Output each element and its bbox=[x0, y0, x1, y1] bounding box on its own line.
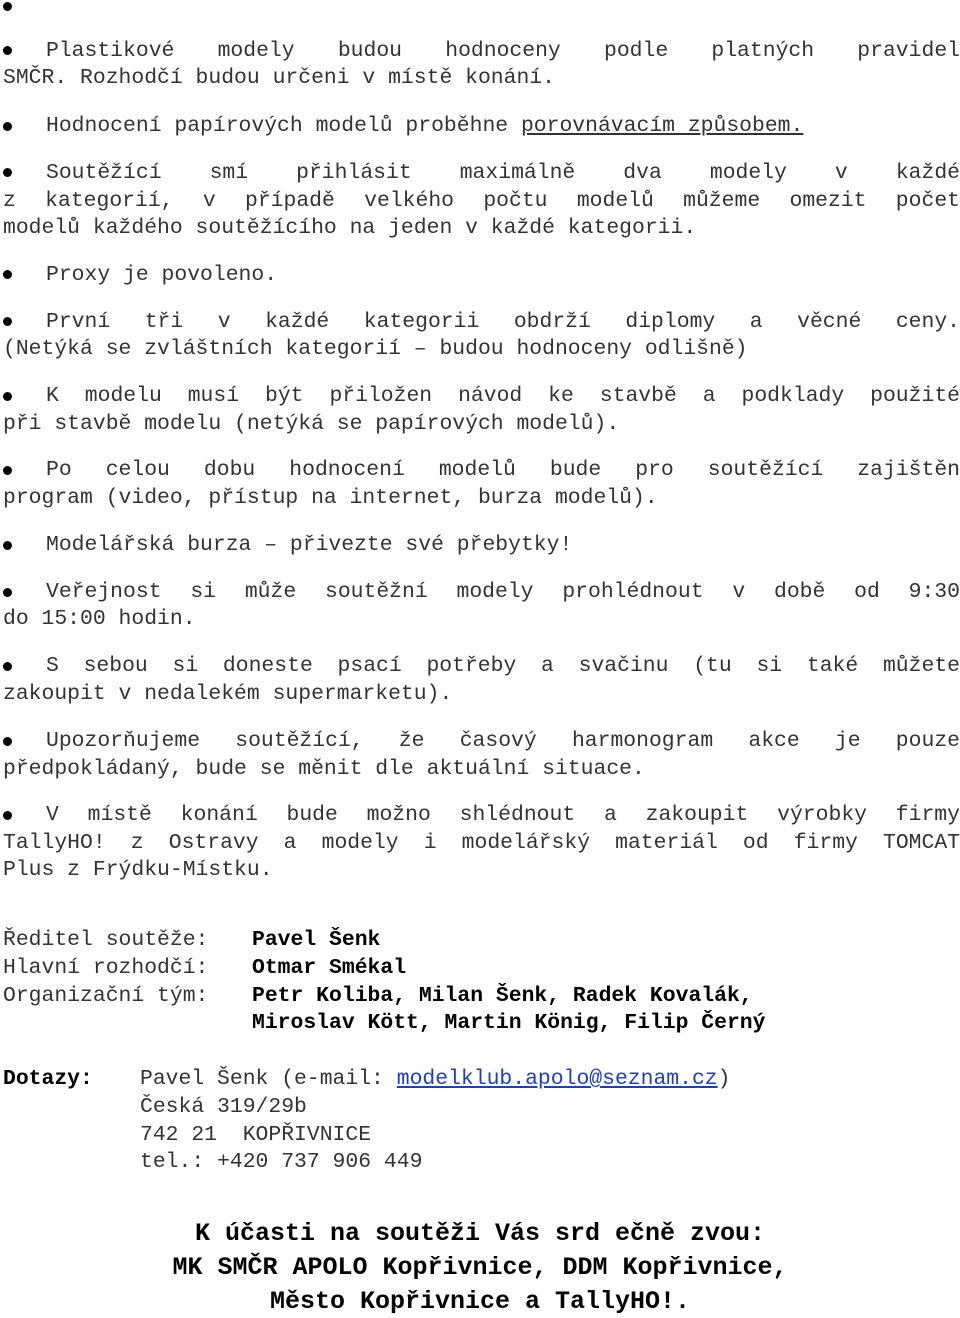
rule-line: modelů každého soutěžícího na jeden v každé kategorii. bbox=[3, 216, 697, 240]
organizers-line-cont: Město Kopřivnice a TallyHO!. bbox=[269, 1287, 691, 1316]
email-link[interactable]: modelklub.apolo@seznam.cz bbox=[396, 1067, 718, 1091]
rule-item-cont bbox=[3, 485, 960, 513]
rule-line: předpokládaný, bude se měnit dle aktuální situace. bbox=[3, 757, 645, 781]
rule-line-underlined: porovnávacím způsobem. bbox=[520, 114, 804, 138]
rule-line: První tři v každé kategorii obdrží diplomy a věcné ceny. bbox=[46, 310, 960, 334]
rule-item-cont bbox=[3, 215, 960, 243]
rule-line: K modelu musí být přiložen návod ke stavbě a podklady použité bbox=[46, 384, 960, 408]
rule-line: SMČR. Rozhodčí budou určeni v místě konání. bbox=[3, 66, 555, 90]
rule-line: Proxy je povoleno. bbox=[46, 263, 278, 287]
rule-line: Plastikové modely budou hodnoceny podle platných pravidel bbox=[46, 39, 960, 63]
rule-line: TallyHO! z Ostravy a modely i modelářský materiál od firmy TOMCAT bbox=[3, 831, 960, 855]
director-label: Ředitel soutěže: bbox=[3, 928, 209, 952]
rule-item bbox=[3, 38, 960, 66]
contact-city: 742 21 KOPŘIVNICE bbox=[140, 1123, 372, 1147]
rule-line: Soutěžící smí přihlásit maximálně dva modely v každé bbox=[46, 161, 960, 185]
rule-item-cont bbox=[3, 336, 960, 364]
invitation-line: K účasti na soutěži Vás srd ečně zvou: bbox=[194, 1219, 766, 1248]
rule-line: z kategorií, v případě velkého počtu modelů můžeme omezit počet bbox=[3, 189, 960, 213]
rule-item-cont bbox=[3, 606, 960, 634]
director-name: Pavel Šenk bbox=[252, 928, 381, 952]
rule-item bbox=[3, 457, 960, 485]
rule-line: při stavbě modelu (netýká se papírových modelů). bbox=[3, 412, 620, 436]
rule-item-cont bbox=[3, 756, 960, 784]
rule-line: Hodnocení papírových modelů proběhne bbox=[46, 114, 521, 138]
rule-item bbox=[3, 309, 960, 337]
rule-item-cont bbox=[3, 65, 960, 93]
contact-phone: tel.: +420 737 906 449 bbox=[140, 1150, 423, 1174]
rule-item bbox=[3, 262, 960, 290]
judge-name: Otmar Smékal bbox=[252, 956, 407, 980]
rule-item bbox=[3, 383, 960, 411]
rule-item bbox=[3, 532, 960, 560]
empty-bullet bbox=[3, 2, 12, 11]
contact-suffix: ) bbox=[717, 1067, 731, 1091]
rule-item-cont bbox=[3, 411, 960, 439]
rule-line: S sebou si doneste psací potřeby a svačinu (tu si také můžete bbox=[46, 654, 960, 678]
organizers-line: MK SMČR APOLO Kopřivnice, DDM Kopřivnice, bbox=[172, 1253, 788, 1282]
rule-line: Plus z Frýdku-Místku. bbox=[3, 858, 273, 882]
rule-line: do 15:00 hodin. bbox=[3, 607, 196, 631]
rule-line: V místě konání bude možno shlédnout a zakoupit výrobky firmy bbox=[46, 803, 960, 827]
rule-line: Po celou dobu hodnocení modelů bude pro soutěžící zajištěn bbox=[46, 458, 960, 482]
rule-line: zakoupit v nedalekém supermarketu). bbox=[3, 682, 453, 706]
rule-line: Modelářská burza – přivezte své přebytky! bbox=[46, 533, 573, 557]
judge-label: Hlavní rozhodčí: bbox=[3, 956, 209, 980]
contact-name-line bbox=[140, 1066, 731, 1094]
contact-label: Dotazy: bbox=[3, 1067, 93, 1091]
rule-item bbox=[3, 802, 960, 830]
rule-line: program (video, přístup na internet, burza modelů). bbox=[3, 486, 658, 510]
team-members: Petr Koliba, Milan Šenk, Radek Kovalák, bbox=[252, 984, 753, 1008]
rule-item bbox=[3, 728, 960, 756]
rule-item-cont bbox=[3, 188, 960, 216]
rule-item bbox=[3, 653, 960, 681]
rule-item bbox=[3, 579, 960, 607]
rule-item-cont bbox=[3, 857, 960, 885]
rule-item-cont bbox=[3, 681, 960, 709]
rule-item-cont bbox=[3, 830, 960, 858]
rule-item bbox=[3, 160, 960, 188]
rule-line: Veřejnost si může soutěžní modely prohlédnout v době od 9:30 bbox=[46, 580, 960, 604]
team-members-cont: Miroslav Kött, Martin König, Filip Černý bbox=[252, 1011, 766, 1035]
rule-line: (Netýká se zvláštních kategorií – budou hodnoceny odlišně) bbox=[3, 337, 748, 361]
contact-name: Pavel Šenk (e-mail: bbox=[140, 1067, 397, 1091]
team-label: Organizační tým: bbox=[3, 984, 209, 1008]
rule-item bbox=[3, 113, 960, 141]
contact-street: Česká 319/29b bbox=[140, 1095, 307, 1119]
rule-line: Upozorňujeme soutěžící, že časový harmonogram akce je pouze bbox=[46, 729, 960, 753]
